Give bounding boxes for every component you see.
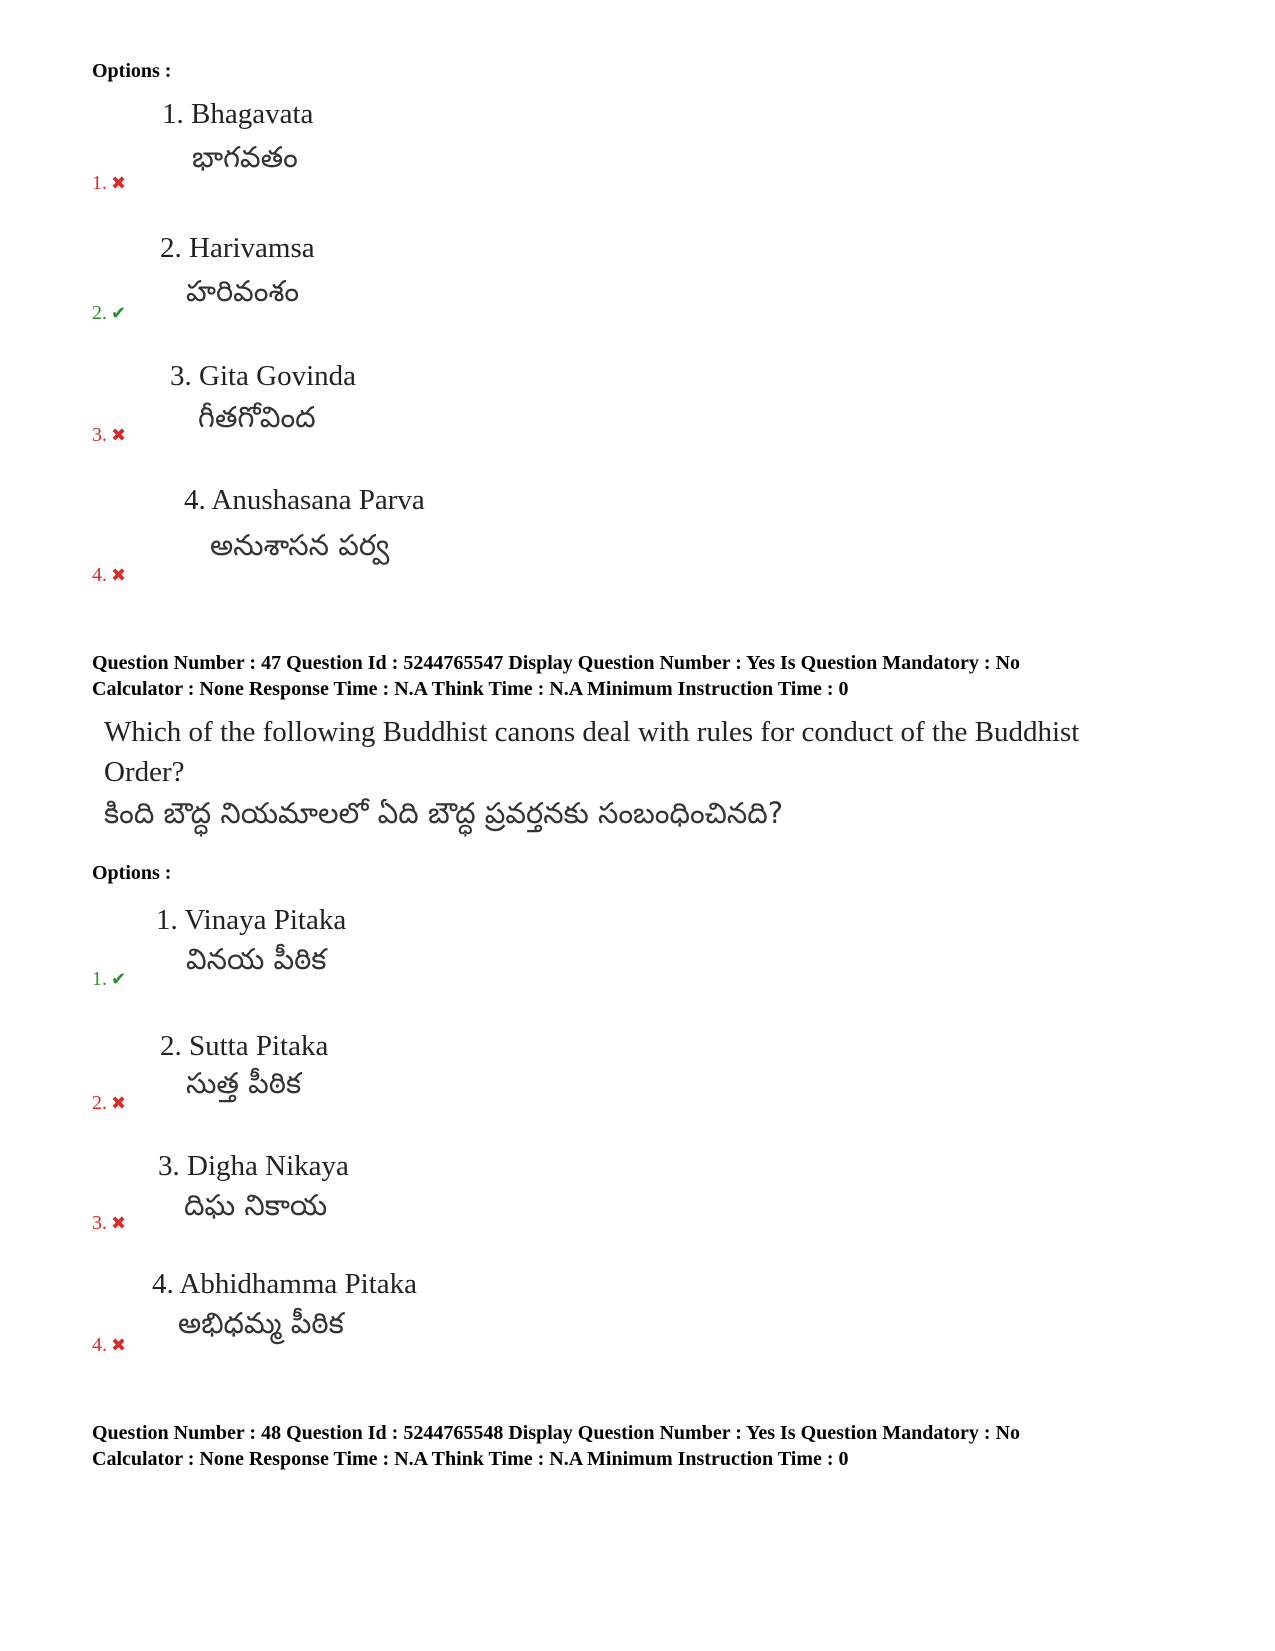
option-text-en: 4. Anushasana Parva bbox=[184, 484, 425, 516]
cross-mark-icon: ✖ bbox=[111, 1093, 127, 1114]
question-text-en: Which of the following Buddhist canons deal with rules for conduct of the Buddhist Order? bbox=[104, 716, 1080, 788]
question-meta-line2: Calculator : None Response Time : N.A Think Time : N.A Minimum Instruction Time : 0 bbox=[92, 678, 849, 700]
option-text-en: 4. Abhidhamma Pitaka bbox=[152, 1268, 417, 1300]
option-text-en: 2. Harivamsa bbox=[160, 232, 315, 264]
option-marker bbox=[92, 424, 126, 447]
option-marker bbox=[92, 302, 126, 325]
option-text-en: 3. Digha Nikaya bbox=[158, 1150, 349, 1182]
option-text-te: భాగవతం bbox=[192, 140, 298, 174]
option-marker bbox=[92, 564, 126, 587]
cross-mark-icon: ✖ bbox=[111, 1213, 127, 1234]
option-text-en: 3. Gita Govinda bbox=[170, 360, 357, 392]
option-number: 4. bbox=[92, 1334, 107, 1356]
option-text-te: సుత్త పీఠిక bbox=[186, 1066, 302, 1100]
question-meta-line1: Question Number : 47 Question Id : 5244765547 Display Question Number : Yes Is Question Mandatory : No bbox=[92, 652, 1021, 674]
cross-mark-icon: ✖ bbox=[111, 565, 127, 586]
option-text-te: అనుశాసన పర్వ bbox=[210, 528, 390, 562]
option-text-te: దిఘ నికాయ bbox=[184, 1188, 328, 1222]
option-text-en: 1. Vinaya Pitaka bbox=[156, 904, 347, 936]
cross-mark-icon: ✖ bbox=[111, 173, 127, 194]
option-marker bbox=[92, 968, 126, 991]
option-marker bbox=[92, 172, 126, 195]
question-meta-line1: Question Number : 48 Question Id : 5244765548 Display Question Number : Yes Is Question Mandatory : No bbox=[92, 1422, 1021, 1444]
cross-mark-icon: ✖ bbox=[111, 1335, 127, 1356]
option-text-en: 1. Bhagavata bbox=[162, 98, 314, 130]
option-number: 2. bbox=[92, 302, 107, 324]
option-text-te: హరివంశం bbox=[186, 274, 300, 308]
option-text-en: 2. Sutta Pitaka bbox=[160, 1030, 329, 1062]
question-text-te: కింది బౌద్ధ నియమాలలో ఏది బౌద్ధ ప్రవర్తనకు సంబంధించినది? bbox=[104, 796, 784, 830]
options-label: Options : bbox=[92, 862, 172, 884]
option-number: 1. bbox=[92, 172, 107, 194]
option-number: 1. bbox=[92, 968, 107, 990]
options-label: Options : bbox=[92, 60, 172, 82]
cross-mark-icon: ✖ bbox=[111, 425, 127, 446]
option-text-te: గీతగోవింద bbox=[198, 400, 316, 434]
option-text-te: అభిధమ్మ పీఠిక bbox=[178, 1306, 344, 1340]
option-text-te: వినయ పీఠిక bbox=[186, 942, 327, 976]
question-meta-line2: Calculator : None Response Time : N.A Think Time : N.A Minimum Instruction Time : 0 bbox=[92, 1448, 849, 1470]
option-number: 2. bbox=[92, 1092, 107, 1114]
option-marker bbox=[92, 1092, 126, 1115]
option-marker bbox=[92, 1212, 126, 1235]
check-mark-icon: ✔ bbox=[111, 303, 127, 324]
option-number: 3. bbox=[92, 424, 107, 446]
option-marker bbox=[92, 1334, 126, 1357]
option-number: 3. bbox=[92, 1212, 107, 1234]
check-mark-icon: ✔ bbox=[111, 969, 127, 990]
option-number: 4. bbox=[92, 564, 107, 586]
